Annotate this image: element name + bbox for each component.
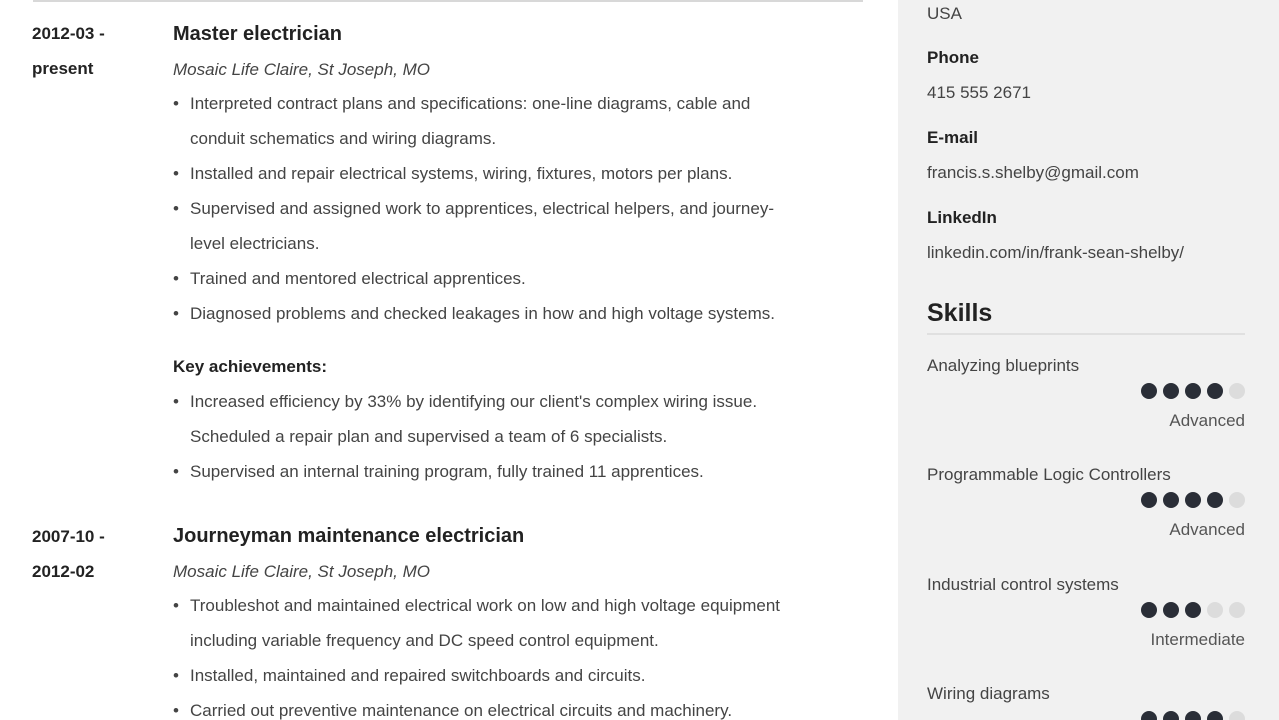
achievements-list — [173, 384, 873, 489]
job-duties-list — [173, 86, 873, 331]
job-employer: Mosaic Life Claire, St Joseph, MO — [173, 60, 430, 79]
rating-dot-filled — [1141, 383, 1157, 399]
job-title: Master electrician — [173, 23, 342, 45]
rating-dot-filled — [1185, 383, 1201, 399]
skills-heading: Skills — [927, 299, 993, 327]
contact-email — [927, 128, 1245, 183]
rating-dot-filled — [1185, 602, 1201, 618]
skill-level: Advanced — [1169, 411, 1245, 430]
resume-sidebar — [898, 0, 1279, 720]
skill-name: Wiring diagrams — [927, 684, 1050, 703]
list-item: • Supervised an internal training program, fully trained 11 apprentices. — [173, 454, 873, 489]
job-title: Journeyman maintenance electrician — [173, 525, 525, 547]
job-dates — [32, 16, 152, 86]
rating-dot-filled — [1163, 492, 1179, 508]
list-item-continuation: conduit schematics and wiring diagrams. — [190, 129, 497, 148]
list-item: • Carried out preventive maintenance on electrical circuits and machinery. — [173, 693, 873, 720]
skill-item — [927, 575, 1245, 649]
rating-dot-filled — [1207, 383, 1223, 399]
job-date-end: present — [32, 59, 94, 78]
phone-label: Phone — [927, 48, 979, 67]
skill-item — [927, 356, 1245, 430]
email-label: E-mail — [927, 128, 979, 147]
rating-dot-empty — [1229, 383, 1245, 399]
rating-dot-empty — [1207, 602, 1223, 618]
job-employer: Mosaic Life Claire, St Joseph, MO — [173, 562, 430, 581]
skill-item — [927, 465, 1245, 539]
rating-dot-empty — [1229, 711, 1245, 720]
list-item: • Installed, maintained and repaired switchboards and circuits. — [173, 658, 873, 693]
list-item: • Increased efficiency by 33% by identifying our client's complex wiring issue. — [173, 384, 873, 419]
rating-dot-filled — [1141, 711, 1157, 720]
skill-item — [927, 684, 1245, 704]
job-duties-list — [173, 588, 873, 720]
skill-level: Advanced — [1169, 520, 1245, 539]
job-date-end: 2012-02 — [32, 562, 95, 581]
list-item: • Installed and repair electrical systems, wiring, fixtures, motors per plans. — [173, 156, 873, 191]
skill-level: Intermediate — [1150, 630, 1245, 649]
rating-dot-filled — [1185, 492, 1201, 508]
rating-dot-filled — [1185, 711, 1201, 720]
linkedin-value: linkedin.com/in/frank-sean-shelby/ — [927, 243, 1185, 262]
skill-rating — [1141, 711, 1245, 720]
skill-rating — [1141, 602, 1245, 618]
job-date-start: 2012-03 - — [32, 24, 105, 43]
rating-dot-filled — [1163, 711, 1179, 720]
job-details — [173, 22, 873, 489]
list-item-continuation: Scheduled a repair plan and supervised a team of 6 specialists. — [190, 427, 668, 446]
contact-phone — [927, 48, 1245, 103]
skill-name: Programmable Logic Controllers — [927, 465, 1171, 484]
skill-name: Industrial control systems — [927, 575, 1119, 594]
skill-rating — [1141, 383, 1245, 399]
linkedin-label: LinkedIn — [927, 208, 997, 227]
rating-dot-empty — [1229, 492, 1245, 508]
section-divider — [927, 333, 1245, 335]
list-item: • Diagnosed problems and checked leakages in how and high voltage systems. — [173, 296, 873, 331]
skill-name: Analyzing blueprints — [927, 356, 1080, 375]
job-date-start: 2007-10 - — [32, 527, 105, 546]
rating-dot-empty — [1229, 602, 1245, 618]
rating-dot-filled — [1163, 383, 1179, 399]
list-item: • Supervised and assigned work to apprentices, electrical helpers, and journey- — [173, 191, 873, 226]
rating-dot-filled — [1141, 492, 1157, 508]
list-item: • Trained and mentored electrical apprentices. — [173, 261, 873, 296]
email-value: francis.s.shelby@gmail.com — [927, 163, 1139, 182]
achievements-heading: Key achievements: — [173, 357, 328, 376]
phone-value: 415 555 2671 — [927, 83, 1031, 102]
list-item: • Troubleshot and maintained electrical work on low and high voltage equipment — [173, 588, 873, 623]
list-item-continuation: including variable frequency and DC speed control equipment. — [190, 631, 659, 650]
contact-country: USA — [927, 4, 962, 23]
list-item-continuation: level electricians. — [190, 234, 320, 253]
rating-dot-filled — [1207, 711, 1223, 720]
job-dates — [32, 519, 152, 589]
rating-dot-filled — [1207, 492, 1223, 508]
rating-dot-filled — [1163, 602, 1179, 618]
skill-rating — [1141, 492, 1245, 508]
job-details — [173, 524, 873, 720]
list-item: • Interpreted contract plans and specifications: one-line diagrams, cable and — [173, 86, 873, 121]
rating-dot-filled — [1141, 602, 1157, 618]
section-divider — [33, 0, 863, 2]
contact-linkedin — [927, 208, 1245, 263]
